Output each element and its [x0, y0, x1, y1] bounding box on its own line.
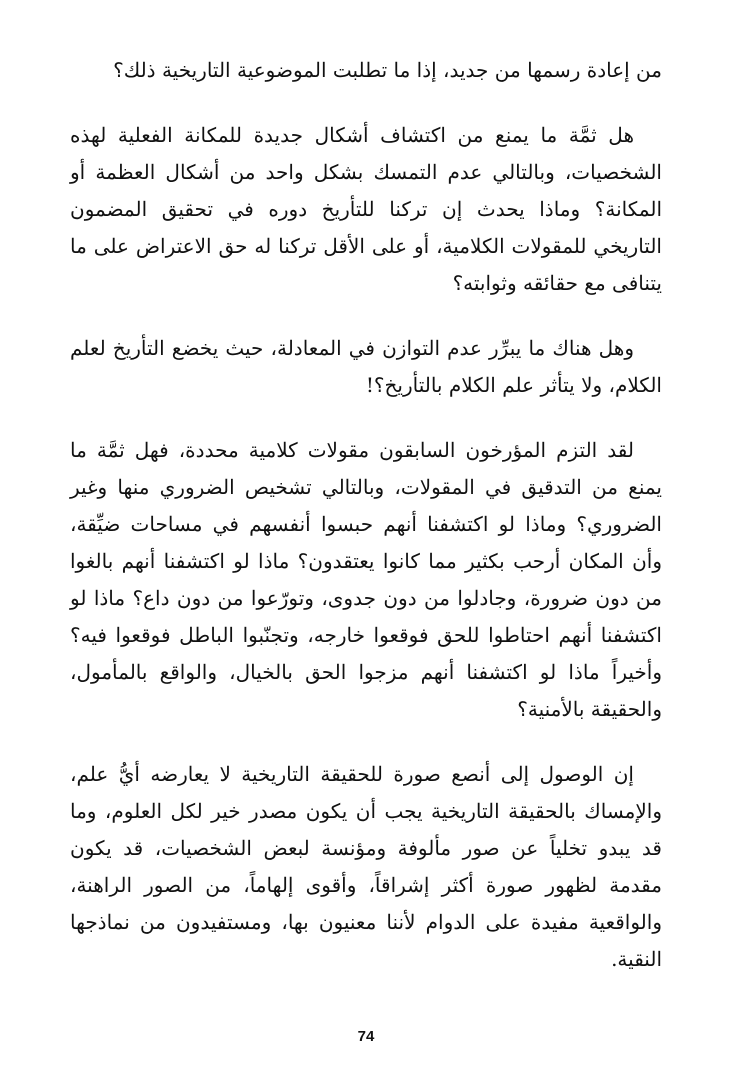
- body-text: [70, 52, 662, 978]
- paragraph-5: إن الوصول إلى أنصع صورة للحقيقة التاريخية لا يعارضه أيُّ علم، والإمساك بالحقيقة التاريخية يجب أن يكون مصدر خير لكل العلوم، وما قد يبدو تخلياً عن صور مألوفة ومؤنسة لبعض الشخصيات، قد يكون مقدمة لظهور صورة أكثر إشراقاً، وأقوى إلهاماً، من الصور الراهنة، والواقعية مفيدة على الدوام لأننا معنيون بها، ومستفيدون من نماذجها النقية.: [70, 762, 662, 971]
- paragraph-4: لقد التزم المؤرخون السابقون مقولات كلامية محددة، فهل ثمَّة ما يمنع من التدقيق في المقولات، وبالتالي تشخيص الضروري منها وغير الضروري؟ وماذا لو اكتشفنا أنهم حبسوا أنفسهم في مساحات ضيِّقة، وأن المكان أرحب بكثير مما كانوا يعتقدون؟ ماذا لو اكتشفنا أنهم بالغوا من دون ضرورة، وجادلوا من دون جدوى، وتورّعوا من دون داع؟ ماذا لو اكتشفنا أنهم احتاطوا للحق فوقعوا خارجه، وتجنّبوا الباطل فوقعوا فيه؟ وأخيراً ماذا لو اكتشفنا أنهم مزجوا الحق بالخيال، والواقع بالمأمول، والحقيقة بالأمنية؟: [70, 438, 662, 721]
- page-number: 74: [357, 1028, 375, 1045]
- paragraph-2: هل ثمَّة ما يمنع من اكتشاف أشكال جديدة للمكانة الفعلية لهذه الشخصيات، وبالتالي عدم التمسك بشكل واحد من أشكال العظمة أو المكانة؟ وماذا يحدث إن تركنا للتأريخ دوره في تحقيق المضمون التاريخي للمقولات الكلامية، أو على الأقل تركنا له حق الاعتراض على ما يتنافى مع حقائقه وثوابته؟: [70, 123, 662, 295]
- paragraph-3: وهل هناك ما يبرِّر عدم التوازن في المعادلة، حيث يخضع التأريخ لعلم الكلام، ولا يتأثر علم الكلام بالتأريخ؟!: [70, 336, 662, 397]
- paragraph-1: من إعادة رسمها من جديد، إذا ما تطلبت الموضوعية التاريخية ذلك؟: [113, 58, 662, 82]
